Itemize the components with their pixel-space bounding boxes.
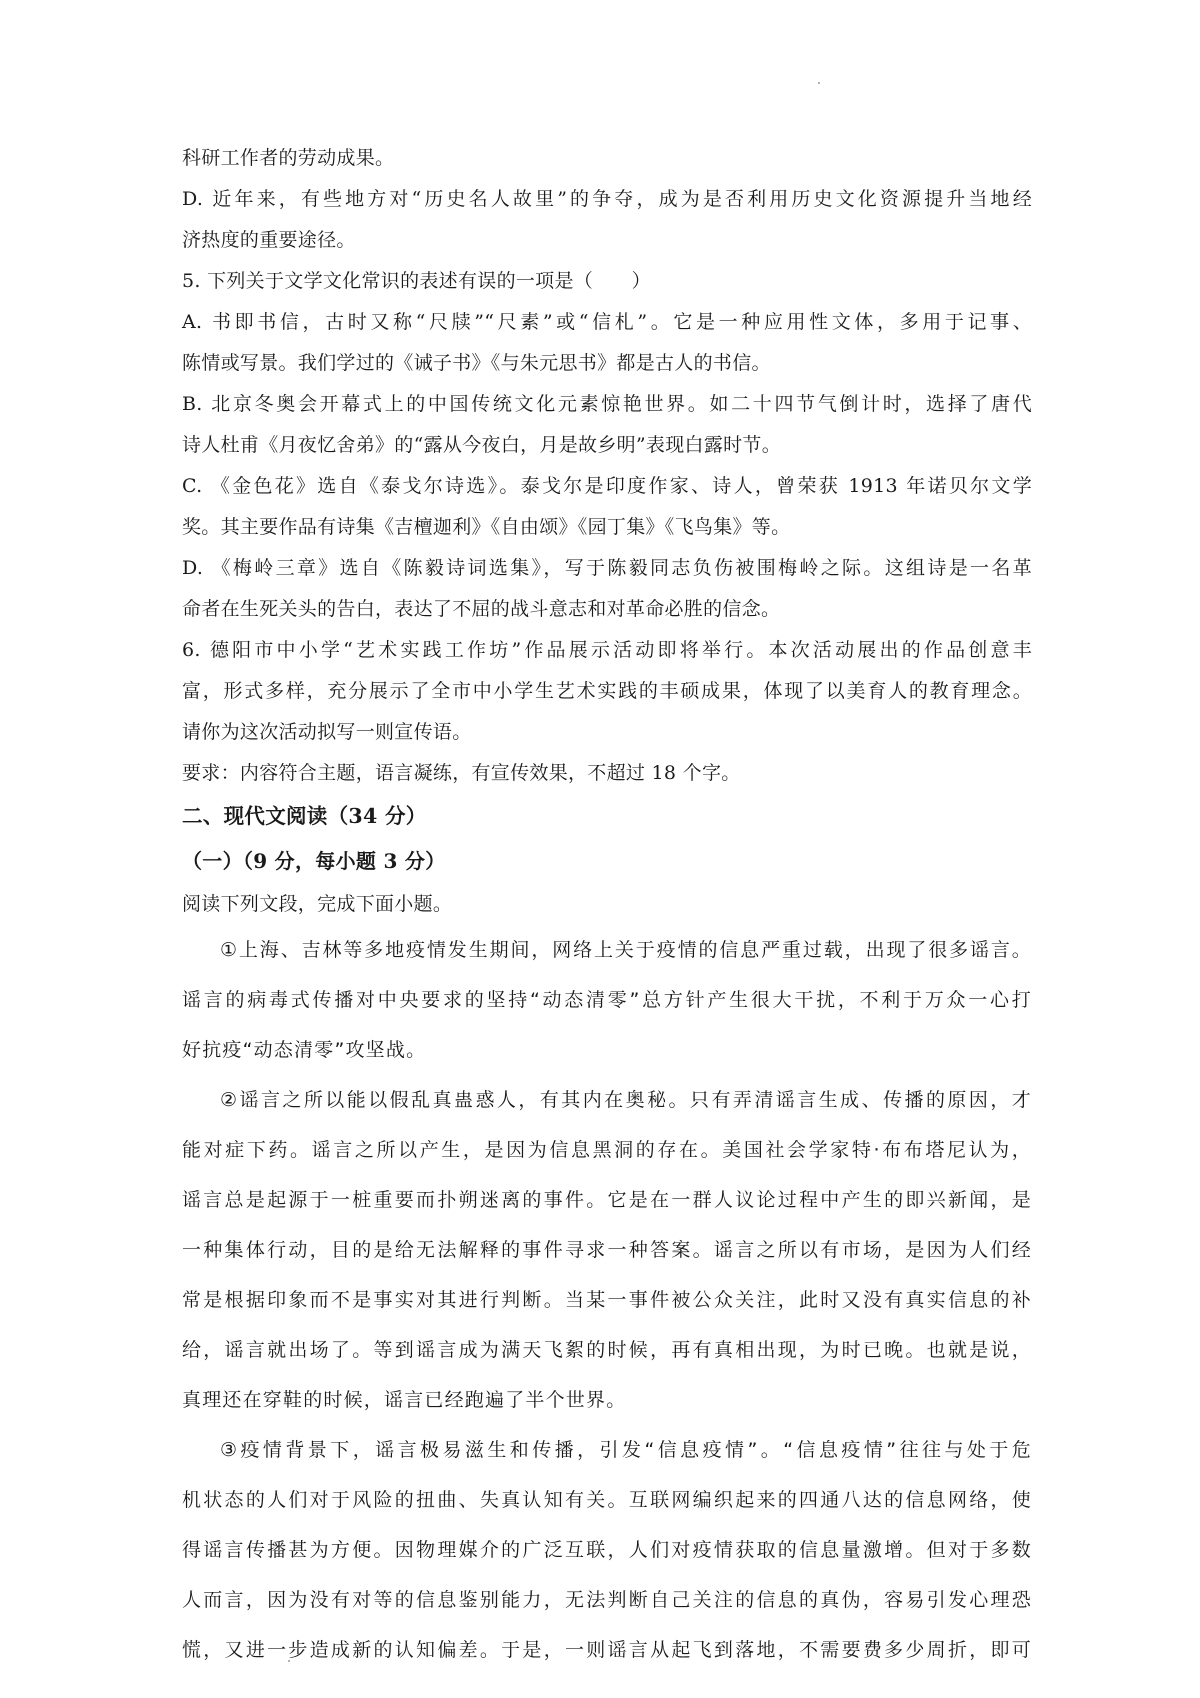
passage-paragraph-2 — [182, 1075, 1032, 1425]
option-b-line-2: 诗人杜甫《月夜忆舍弟》的“露从今夜白，月是故乡明”表现白露时节。 — [182, 434, 782, 456]
passage-line: 人而言，因为没有对等的信息鉴别能力，无法判断自己关注的信息的真伪，容易引发心理恐 — [182, 1589, 1032, 1611]
subsection-heading: （一）（9 分，每小题 3 分） — [182, 849, 446, 873]
scan-speck — [818, 82, 820, 84]
passage-line: 谣言的病毒式传播对中央要求的坚持“动态清零”总方针产生很大干扰，不利于万众一心打 — [182, 989, 1032, 1011]
section-heading: 二、现代文阅读（34 分） — [182, 804, 427, 828]
question-6-line-2: 富，形式多样，充分展示了全市中小学生艺术实践的丰硕成果，体现了以美育人的教育理念。 — [182, 680, 1032, 702]
document-body — [182, 138, 1032, 1675]
option-b-line-1: B. 北京冬奥会开幕式上的中国传统文化元素惊艳世界。如二十四节气倒计时，选择了唐代 — [182, 393, 1032, 415]
question-6-requirement: 要求：内容符合主题，语言凝练，有宣传效果，不超过 18 个字。 — [182, 762, 741, 784]
option-a-line-2: 陈情或写景。我们学过的《诫子书》《与朱元思书》都是古人的书信。 — [182, 352, 771, 374]
passage-line: 常是根据印象而不是事实对其进行判断。当某一事件被公众关注，此时又没有真实信息的补 — [182, 1289, 1032, 1311]
question-6-line-3: 请你为这次活动拟写一则宣传语。 — [182, 721, 472, 743]
passage-line: ①上海、吉林等多地疫情发生期间，网络上关于疫情的信息严重过载，出现了很多谣言。 — [220, 939, 1032, 961]
option-c-line-1: C. 《金色花》选自《泰戈尔诗选》。泰戈尔是印度作家、诗人，曾荣获 1913 年诺贝尔文学 — [182, 475, 1032, 497]
passage-line: 给，谣言就出场了。等到谣言成为满天飞絮的时候，再有真相出现，为时已晚。也就是说， — [182, 1339, 1032, 1361]
passage-line: ③疫情背景下，谣言极易滋生和传播，引发“信息疫情”。“信息疫情”往往与处于危 — [220, 1439, 1032, 1461]
passage-paragraph-1 — [182, 925, 1032, 1075]
passage-line: 真理还在穿鞋的时候，谣言已经跑遍了半个世界。 — [182, 1389, 627, 1411]
question-6-line-1: 6. 德阳市中小学“艺术实践工作坊”作品展示活动即将举行。本次活动展出的作品创意丰 — [182, 639, 1032, 661]
passage-line: 好抗疫“动态清零”攻坚战。 — [182, 1039, 427, 1061]
question-5: 5. 下列关于文学文化常识的表述有误的一项是（ ） — [182, 270, 651, 292]
passage-line: 一种集体行动，目的是给无法解释的事件寻求一种答案。谣言之所以有市场，是因为人们经 — [182, 1239, 1032, 1261]
option-c-line-2: 奖。其主要作品有诗集《吉檀迦利》《自由颂》《园丁集》《飞鸟集》等。 — [182, 516, 791, 538]
passage-line: 能对症下药。谣言之所以产生，是因为信息黑洞的存在。美国社会学家特·布布塔尼认为， — [182, 1139, 1032, 1161]
option-d-line-2: 济热度的重要途径。 — [182, 229, 356, 251]
text-line: 科研工作者的劳动成果。 — [182, 147, 395, 169]
passage-paragraph-3 — [182, 1425, 1032, 1675]
option-a-line-1: A. 书即书信，古时又称“尺牍”“尺素”或“信札”。它是一种应用性文体，多用于记事、 — [182, 311, 1032, 333]
option-d-line-1: D. 近年来，有些地方对“历史名人故里”的争夺，成为是否利用历史文化资源提升当地经 — [182, 188, 1032, 210]
passage-line: ②谣言之所以能以假乱真蛊惑人，有其内在奥秘。只有弄清谣言生成、传播的原因，才 — [220, 1089, 1032, 1111]
passage-line: 慌，又进一步造成新的认知偏差。于是，一则谣言从起飞到落地，不需要费多少周折，即可 — [182, 1639, 1032, 1661]
option-d2-line-2: 命者在生死关头的告白，表达了不屈的战斗意志和对革命必胜的信念。 — [182, 598, 781, 620]
passage-line: 机状态的人们对于风险的扭曲、失真认知有关。互联网编织起来的四通八达的信息网络，使 — [182, 1489, 1032, 1511]
option-d2-line-1: D. 《梅岭三章》选自《陈毅诗词选集》，写于陈毅同志负伤被围梅岭之际。这组诗是一名革 — [182, 557, 1032, 579]
passage-line: 得谣言传播甚为方便。因物理媒介的广泛互联，人们对疫情获取的信息量激增。但对于多数 — [182, 1539, 1032, 1561]
reading-instruction: 阅读下列文段，完成下面小题。 — [182, 893, 453, 915]
passage-line: 谣言总是起源于一桩重要而扑朔迷离的事件。它是在一群人议论过程中产生的即兴新闻，是 — [182, 1189, 1032, 1211]
